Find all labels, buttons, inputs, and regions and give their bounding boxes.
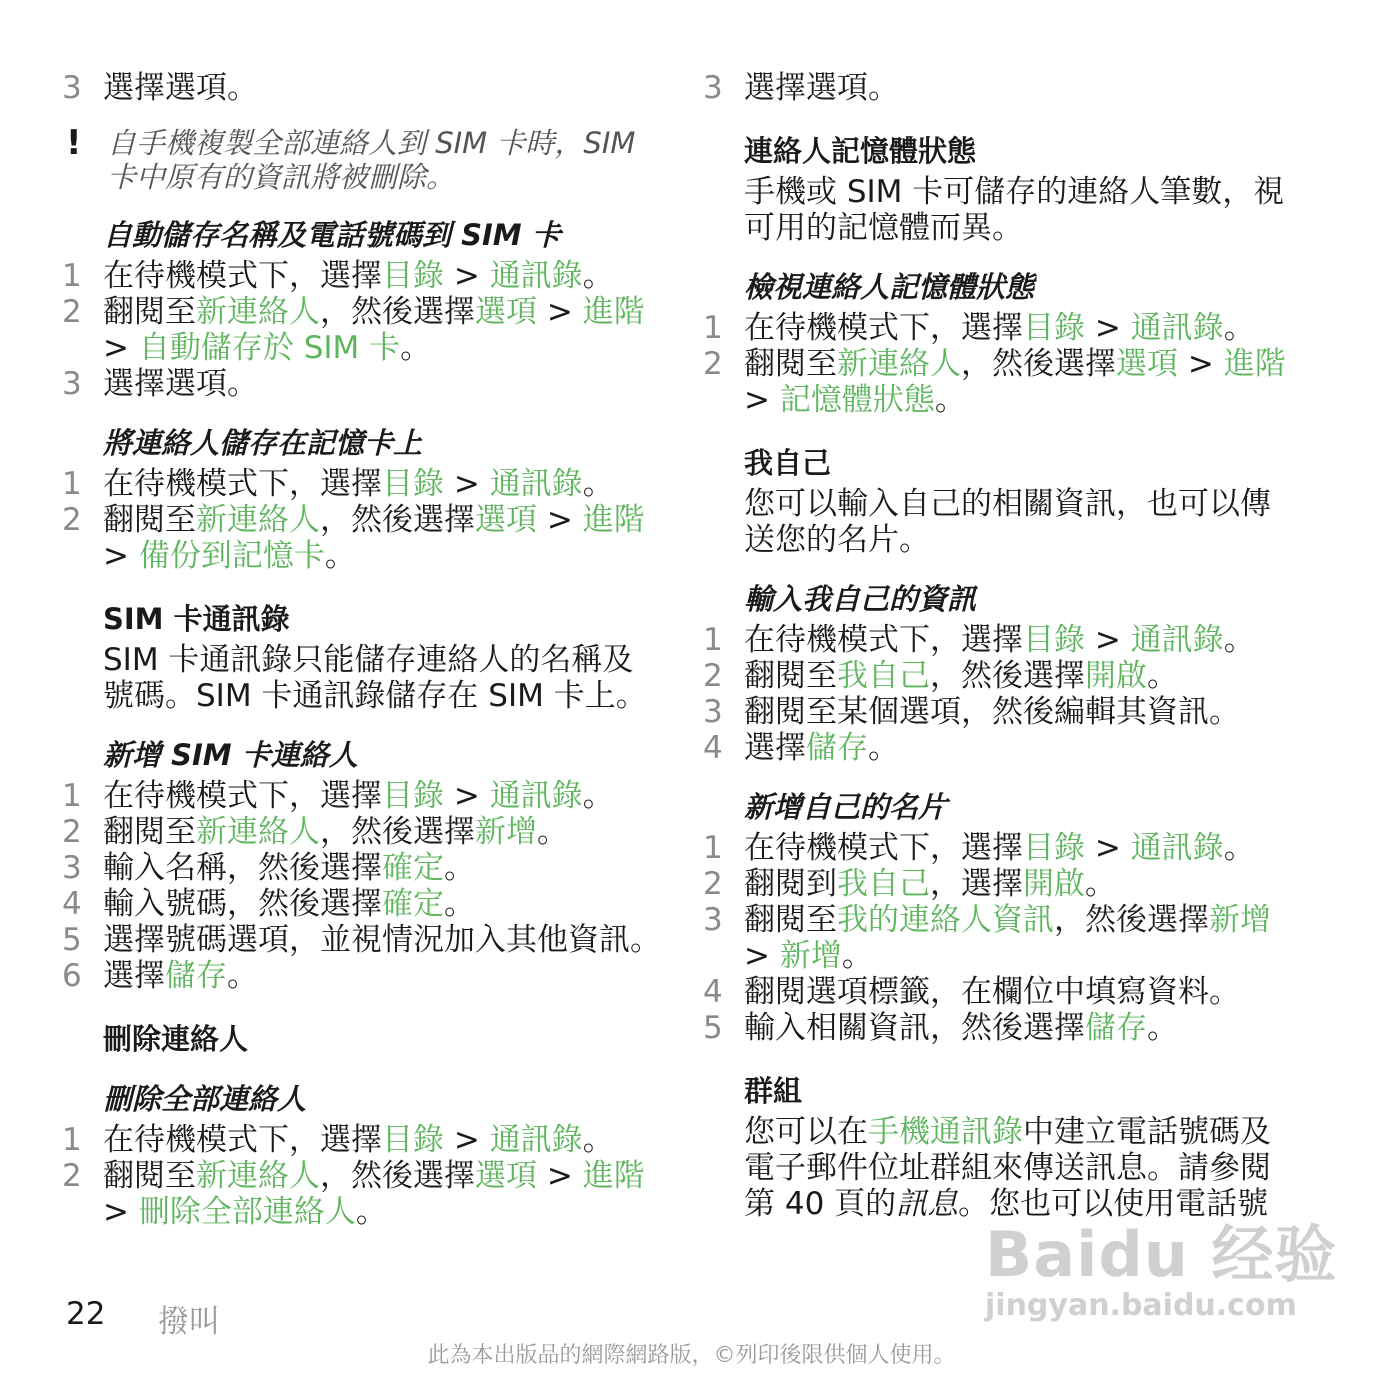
section-heading-add-my-card: 新增自己的名片 xyxy=(744,790,948,824)
step-2: 2 翻閱至新連絡人，然後選擇選項 > 進階 xyxy=(62,294,645,330)
section-heading-save-to-card: 將連絡人儲存在記憶卡上 xyxy=(103,426,423,460)
step-6: 6 選擇儲存。 xyxy=(62,958,258,994)
baidu-watermark: Baidu 经验 jingyan.baidu.com xyxy=(985,1218,1338,1323)
step-1: 1 在待機模式下，選擇目錄 > 通訊錄。 xyxy=(703,310,1255,346)
step-1: 1 在待機模式下，選擇目錄 > 通訊錄。 xyxy=(62,778,614,814)
step-2: 2 翻閱至新連絡人，然後選擇選項 > 進階 xyxy=(62,1158,645,1194)
paragraph: 您可以在手機通訊錄中建立電話號碼及 電子郵件位址群組來傳送訊息。請參閱 第 40 頁的訊息。您也可以使用電話號 xyxy=(744,1114,1271,1222)
step-3-cont: > 新增。 xyxy=(744,938,873,974)
warning-icon: ! xyxy=(66,123,82,163)
section-heading-groups: 群組 xyxy=(744,1074,803,1108)
section-heading-add-sim-contact: 新增 SIM 卡連絡人 xyxy=(103,738,358,772)
step-2-cont: > 自動儲存於 SIM 卡。 xyxy=(103,330,432,366)
step-2: 2 翻閱至新連絡人，然後選擇選項 > 進階 xyxy=(703,346,1286,382)
step-1: 1 在待機模式下，選擇目錄 > 通訊錄。 xyxy=(703,622,1255,658)
right-column xyxy=(703,70,1313,1222)
step-5: 5 輸入相關資訊，然後選擇儲存。 xyxy=(703,1010,1178,1046)
paragraph: 手機或 SIM 卡可儲存的連絡人筆數，視 可用的記憶體而異。 xyxy=(744,174,1285,246)
contacts-link: 通訊錄 xyxy=(489,258,583,294)
step-2: 2 翻閱至新連絡人，然後選擇新增。 xyxy=(62,814,568,850)
section-heading-delete-contacts: 刪除連絡人 xyxy=(103,1022,249,1056)
step-2: 2 翻閱至我自己，然後選擇開啟。 xyxy=(703,658,1178,694)
section-name: 撥叫 xyxy=(158,1304,220,1340)
step-4: 4 選擇儲存。 xyxy=(703,730,899,766)
step-3: 3 輸入名稱，然後選擇確定。 xyxy=(62,850,475,886)
paragraph: SIM 卡通訊錄只能儲存連絡人的名稱及 號碼。SIM 卡通訊錄儲存在 SIM 卡上。 xyxy=(103,642,647,714)
section-heading-auto-save-sim: 自動儲存名稱及電話號碼到 SIM 卡 xyxy=(103,218,561,252)
step-5: 5 選擇號碼選項，並視情況加入其他資訊。 xyxy=(62,922,661,958)
step-2-cont: > 刪除全部連絡人。 xyxy=(103,1194,387,1230)
step-1: 1 在待機模式下，選擇目錄 > 通訊錄。 xyxy=(703,830,1255,866)
copyright-notice: 此為本出版品的網際網路版，©列印後限供個人使用。 xyxy=(427,1343,956,1368)
step-3: 3 選擇選項。 xyxy=(62,366,258,402)
paragraph: 您可以輸入自己的相關資訊，也可以傳 送您的名片。 xyxy=(744,486,1271,558)
step-2-cont: > 備份到記憶卡。 xyxy=(103,538,356,574)
section-heading-myself: 我自己 xyxy=(744,446,832,480)
page-number: 22 xyxy=(66,1296,106,1332)
step-3: 3 選擇選項。 xyxy=(62,70,258,106)
section-heading-memory-status: 連絡人記憶體狀態 xyxy=(744,134,977,168)
step-4: 4 輸入號碼，然後選擇確定。 xyxy=(62,886,475,922)
step-4: 4 翻閱選項標籤，在欄位中填寫資料。 xyxy=(703,974,1240,1010)
step-2-cont: > 記憶體狀態。 xyxy=(744,382,966,418)
step-1: 1 在待機模式下，選擇目錄 > 通訊錄。 xyxy=(62,258,614,294)
step-3: 3 翻閱至我的連絡人資訊，然後選擇新增 xyxy=(703,902,1271,938)
note-line-1: 自手機複製全部連絡人到 SIM 卡時，SIM xyxy=(107,126,636,160)
section-heading-enter-my-info: 輸入我自己的資訊 xyxy=(744,582,977,616)
section-heading-sim-contacts: SIM 卡通訊錄 xyxy=(103,602,290,636)
section-heading-view-memory-status: 檢視連絡人記憶體狀態 xyxy=(744,270,1035,304)
step-3: 3 選擇選項。 xyxy=(703,70,899,106)
step-2: 2 翻閱至新連絡人，然後選擇選項 > 進階 xyxy=(62,502,645,538)
step-1: 1 在待機模式下，選擇目錄 > 通訊錄。 xyxy=(62,1122,614,1158)
section-heading-delete-all: 刪除全部連絡人 xyxy=(103,1082,307,1116)
warning-note xyxy=(62,123,672,194)
note-line-2: 卡中原有的資訊將被刪除。 xyxy=(107,160,456,194)
step-2: 2 翻閱到我自己，選擇開啟。 xyxy=(703,866,1116,902)
step-1: 1 在待機模式下，選擇目錄 > 通訊錄。 xyxy=(62,466,614,502)
step-3: 3 翻閱至某個選項，然後編輯其資訊。 xyxy=(703,694,1240,730)
menu-link: 目錄 xyxy=(382,258,444,294)
left-column xyxy=(62,70,672,1230)
